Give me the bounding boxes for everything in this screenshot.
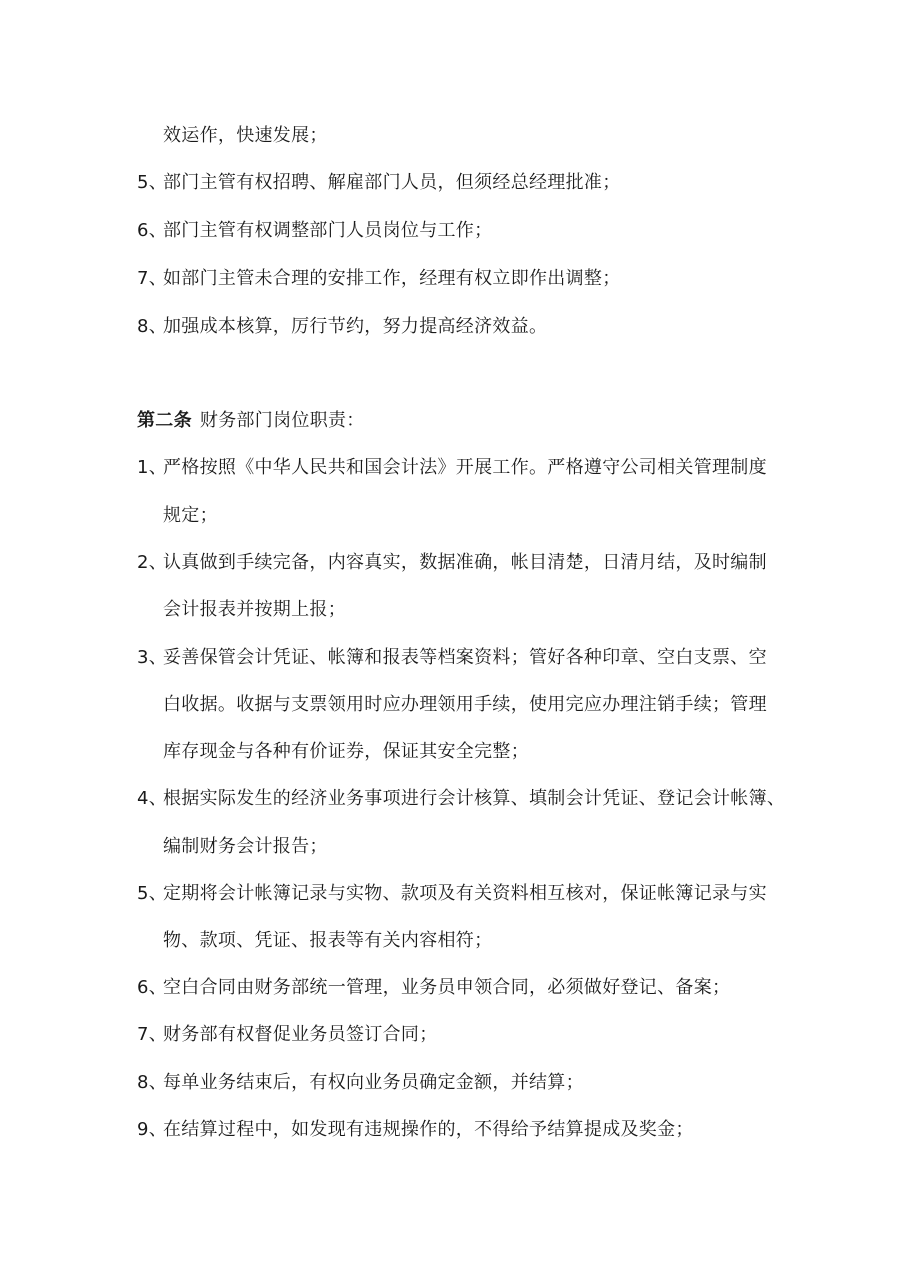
article-heading	[137, 409, 365, 433]
list-item	[137, 551, 767, 575]
item-continuation: 库存现金与各种有价证券，保证其安全完整；	[163, 741, 529, 762]
list-item	[137, 1071, 584, 1095]
item-number: 4、	[137, 788, 168, 809]
item-number: 3、	[137, 647, 168, 668]
item-text: 部门主管有权招聘、解雇部门人员，但须经总经理批准；	[163, 172, 621, 193]
list-item	[137, 315, 547, 339]
continuation-line: 效运作，快速发展；	[163, 125, 328, 146]
list-item	[137, 646, 767, 670]
item-text: 严格按照《中华人民共和国会计法》开展工作。严格遵守公司相关管理制度	[163, 457, 767, 478]
list-item	[137, 219, 492, 243]
list-item	[137, 976, 730, 1000]
item-number: 1、	[137, 457, 168, 478]
article-title: 财务部门岗位职责：	[199, 410, 365, 431]
item-text: 定期将会计帐簿记录与实物、款项及有关资料相互核对，保证帐簿记录与实	[163, 883, 767, 904]
list-item	[137, 1118, 694, 1142]
item-number: 2、	[137, 552, 168, 573]
item-continuation: 白收据。收据与支票领用时应办理领用手续，使用完应办理注销手续；管理	[163, 694, 767, 715]
item-number: 7、	[137, 268, 168, 289]
list-item	[137, 1023, 438, 1047]
list-item	[137, 456, 767, 480]
list-item	[137, 787, 785, 811]
item-number: 6、	[137, 977, 168, 998]
item-number: 8、	[137, 316, 168, 337]
item-text: 妥善保管会计凭证、帐簿和报表等档案资料；管好各种印章、空白支票、空	[163, 647, 767, 668]
list-item	[137, 267, 621, 291]
item-text: 根据实际发生的经济业务事项进行会计核算、填制会计凭证、登记会计帐簿、	[163, 788, 786, 809]
item-text: 空白合同由财务部统一管理，业务员申领合同，必须做好登记、备案；	[163, 977, 731, 998]
article-label: 第二条	[137, 410, 192, 431]
item-number: 9、	[137, 1119, 168, 1140]
list-item	[137, 882, 767, 906]
item-number: 8、	[137, 1072, 168, 1093]
item-number: 6、	[137, 220, 168, 241]
item-text: 在结算过程中，如发现有违规操作的，不得给予结算提成及奖金；	[163, 1119, 694, 1140]
item-number: 5、	[137, 883, 168, 904]
item-continuation: 物、款项、凭证、报表等有关内容相符；	[163, 930, 493, 951]
item-text: 加强成本核算，厉行节约，努力提高经济效益。	[163, 316, 548, 337]
item-text: 每单业务结束后，有权向业务员确定金额，并结算；	[163, 1072, 584, 1093]
item-text: 财务部有权督促业务员签订合同；	[163, 1024, 438, 1045]
item-continuation: 规定；	[163, 505, 218, 526]
item-number: 5、	[137, 172, 168, 193]
item-continuation: 编制财务会计报告；	[163, 836, 328, 857]
item-text: 认真做到手续完备，内容真实，数据准确，帐目清楚，日清月结，及时编制	[163, 552, 767, 573]
item-text: 部门主管有权调整部门人员岗位与工作；	[163, 220, 493, 241]
item-number: 7、	[137, 1024, 168, 1045]
list-item	[137, 171, 621, 195]
item-continuation: 会计报表并按期上报；	[163, 599, 346, 620]
item-text: 如部门主管未合理的安排工作，经理有权立即作出调整；	[163, 268, 621, 289]
